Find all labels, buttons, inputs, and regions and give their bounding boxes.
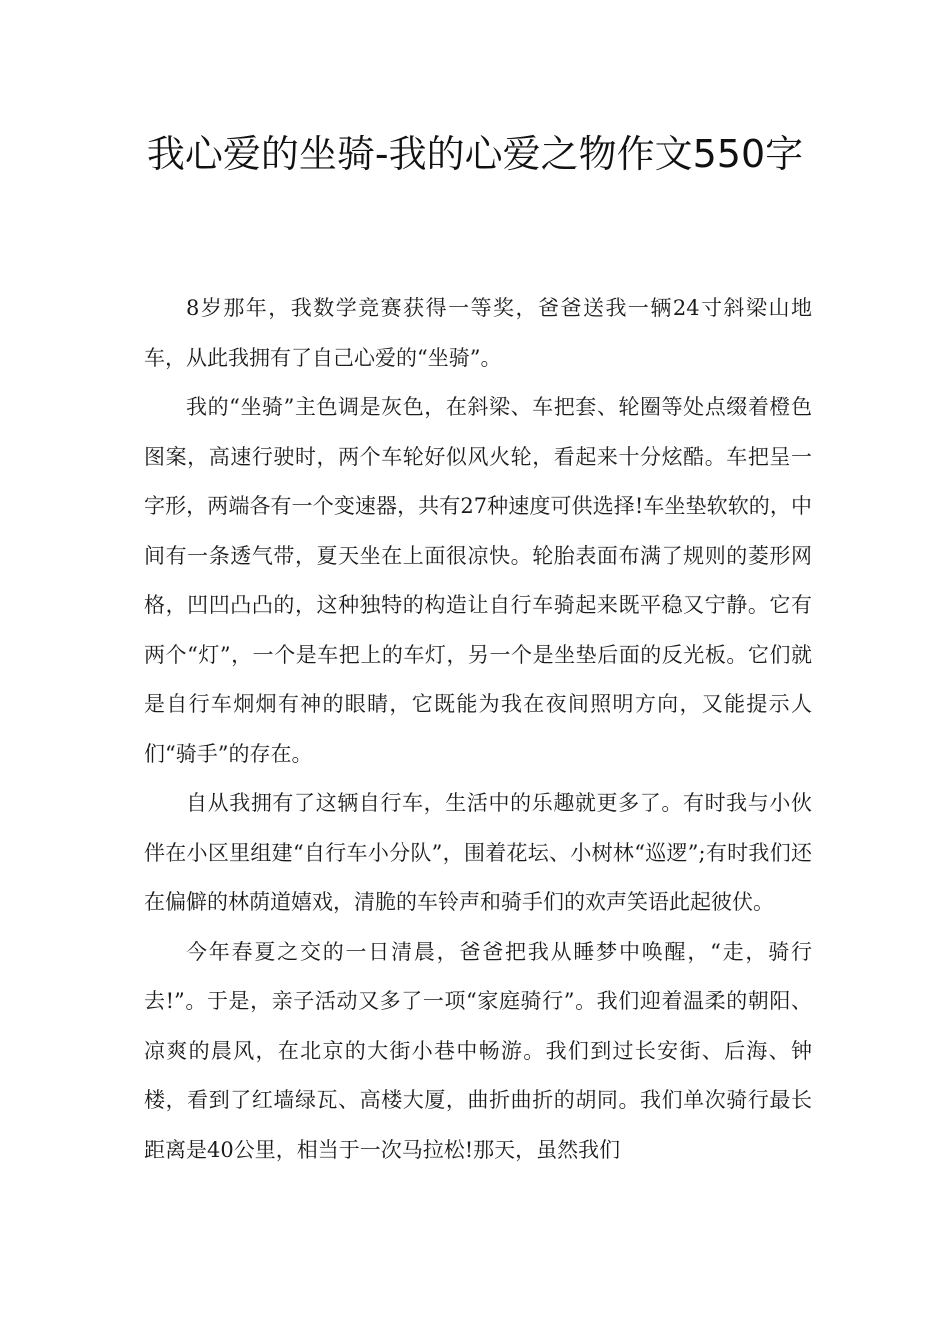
document-body (144, 284, 812, 1175)
paragraph-3: 自从我拥有了这辆自行车，生活中的乐趣就更多了。有时我与小伙伴在小区里组建“自行车小分队”，围着花坛、小树林“巡逻”;有时我们还在偏僻的林荫道嬉戏，清脆的车铃声和骑手们的欢声笑语此起彼伏。 (144, 791, 812, 914)
paragraph-2: 我的“坐骑”主色调是灰色，在斜梁、车把套、轮圈等处点缀着橙色图案，高速行驶时，两个车轮好似风火轮，看起来十分炫酷。车把呈一字形，两端各有一个变速器，共有27种速度可供选择!车坐垫软软的，中间有一条透气带，夏天坐在上面很凉快。轮胎表面布满了规则的菱形网格，凹凹凸凸的，这种独特的构造让自行车骑起来既平稳又宁静。它有两个“灯”，一个是车把上的车灯，另一个是坐垫后面的反光板。它们就是自行车炯炯有神的眼睛，它既能为我在夜间照明方向，又能提示人们“骑手”的存在。 (144, 395, 812, 766)
paragraph-1: 8岁那年，我数学竞赛获得一等奖，爸爸送我一辆24寸斜梁山地车，从此我拥有了自己心爱的“坐骑”。 (144, 296, 812, 370)
document-title: 我心爱的坐骑-我的心爱之物作文550字 (146, 132, 804, 176)
paragraph-4: 今年春夏之交的一日清晨，爸爸把我从睡梦中唤醒，“走，骑行去!”。于是，亲子活动又多了一项“家庭骑行”。我们迎着温柔的朝阳、凉爽的晨风，在北京的大街小巷中畅游。我们到过长安街、后海、钟楼，看到了红墙绿瓦、高楼大厦，曲折曲折的胡同。我们单次骑行最长距离是40公里，相当于一次马拉松!那天，虽然我们 (144, 939, 812, 1162)
